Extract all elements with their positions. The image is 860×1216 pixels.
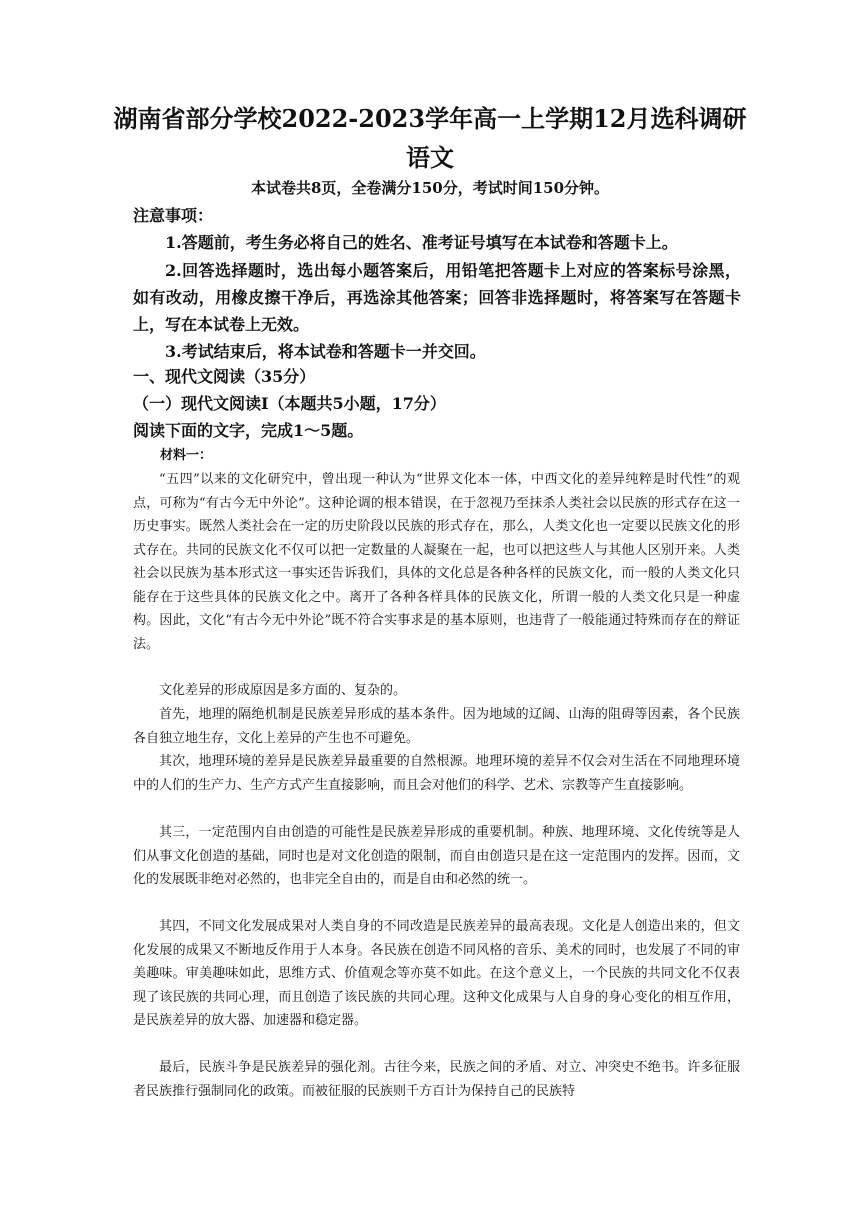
- notice-heading: 注意事项：: [133, 206, 214, 225]
- exam-title: 湖南省部分学校2022-2023学年高一上学期12月选科调研: [113, 104, 747, 133]
- paragraph-4: 其次，地理环境的差异是民族差异最重要的自然根源。地理环境的差异不仅会对生活在不同地理环境中的人们的生产力、生产方式产生直接影响，而且会对他们的科学、艺术、宗教等产生直接影响。: [133, 754, 740, 793]
- paragraph-3: 首先，地理的隔绝机制是民族差异形成的基本条件。因为地域的辽阔、山海的阻碍等因素，各个民族各自独立地生存，文化上差异的产生也不可避免。: [133, 707, 740, 746]
- section-title: 一、现代文阅读（35分）: [133, 367, 316, 386]
- notice-item-3: 3.考试结束后，将本试卷和答题卡一并交回。: [165, 342, 486, 361]
- paragraph-1: “五四”以来的文化研究中，曾出现一种认为“世界文化本一体，中西文化的差异纯粹是时代性”的观点，可称为“有古今无中外论”。这种论调的根本错误，在于忽视乃至抹杀人类社会以民族的形式存在这一历史事实。既然人类社会在一定的历史阶段以民族的形式存在，那么，人类文化也一定要以民族文化的形式存在。共同的民族文化不仅可以把一定数量的人凝聚在一起，也可以把这些人与其他人区别开来。人类社会以民族为基本形式这一事实还告诉我们，具体的文化总是各种各样的民族文化，而一般的人类文化只能存在于这些具体的民族文化之中。离开了各种各样具体的民族文化，所谓一般的人类文化只是一种虚构。因此，文化“有古今无中外论”既不符合实事求是的基本原则，也违背了一般能通过特殊而存在的辩证法。: [133, 472, 740, 652]
- paragraph-6: 其四，不同文化发展成果对人类自身的不同改造是民族差异的最高表现。文化是人创造出来的，但文化发展的成果又不断地反作用于人本身。各民族在创造不同风格的音乐、美术的同时，也发展了不同的审美趣味。审美趣味如此，思维方式、价值观念等亦莫不如此。在这个意义上，一个民族的共同文化不仅表现了该民族的共同心理，而且创造了该民族的共同心理。这种文化成果与人自身的身心变化的相互作用，是民族差异的放大器、加速器和稳定器。: [133, 919, 740, 1028]
- notice-item-2: 2.回答选择题时，选出每小题答案后，用铅笔把答题卡上对应的答案标号涂黑，如有改动，用橡皮擦干净后，再选涂其他答案；回答非选择题时，将答案写在答题卡上，写在本试卷上无效。: [133, 261, 741, 334]
- subsection-title: （一）现代文阅读Ⅰ（本题共5小题，17分）: [133, 394, 446, 413]
- exam-info: 本试卷共8页，全卷满分150分，考试时间150分钟。: [250, 179, 610, 197]
- material-label: 材料一：: [160, 448, 213, 463]
- paragraph-5: 其三，一定范围内自由创造的可能性是民族差异形成的重要机制。种族、地理环境、文化传统等是人们从事文化创造的基础，同时也是对文化创造的限制，而自由创造只是在这一定范围内的发挥。因而，文化的发展既非绝对必然的，也非完全自由的，而是自由和必然的统一。: [133, 825, 740, 887]
- paragraph-7: 最后，民族斗争是民族差异的强化剂。古往今来，民族之间的矛盾、对立、冲突史不绝书。许多征服者民族推行强制同化的政策。而被征服的民族则千方百计为保持自己的民族特: [133, 1060, 740, 1099]
- paragraph-2: 文化差异的形成原因是多方面的、复杂的。: [159, 683, 407, 698]
- notice-item-1: 1.答题前，考生务必将自己的姓名、准考证号填写在本试卷和答题卡上。: [165, 233, 678, 252]
- instruction: 阅读下面的文字，完成1～5题。: [133, 421, 364, 440]
- subject-title: 语文: [406, 143, 454, 172]
